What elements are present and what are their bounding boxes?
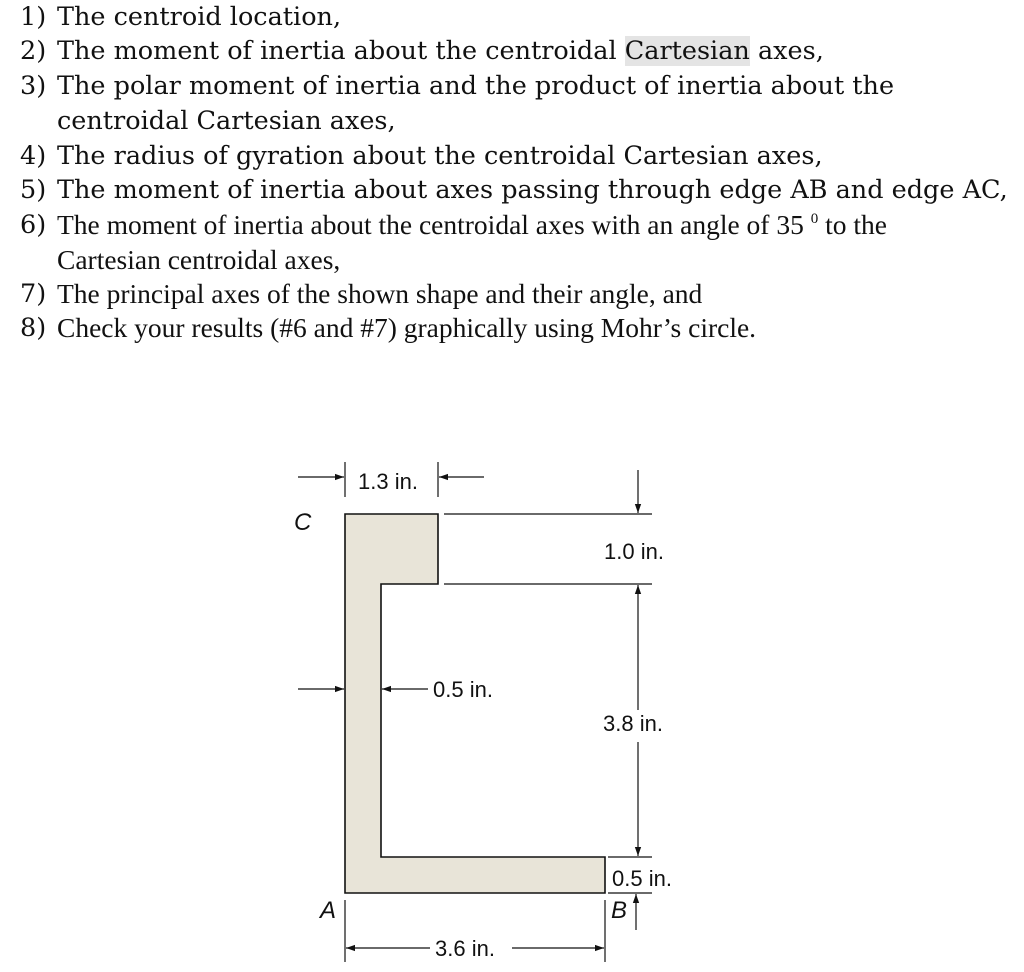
question-number: 6) xyxy=(20,210,47,240)
dim-bottom-thickness-label: 0.5 in. xyxy=(612,866,672,891)
question-number: 5) xyxy=(20,175,47,205)
question-number: 1) xyxy=(20,2,47,32)
question-text-part: axes, xyxy=(749,36,824,66)
question-text: The radius of gyration about the centroidal Cartesian axes, xyxy=(57,141,823,171)
question-text-continuation: Cartesian centroidal axes, xyxy=(57,243,341,275)
dim-top-width-label: 1.3 in. xyxy=(358,469,418,494)
question-text: The centroid location, xyxy=(57,2,342,32)
question-text: The principal axes of the shown shape and their angle, and xyxy=(57,278,703,309)
question-text-continuation: centroidal Cartesian axes, xyxy=(57,105,396,136)
dim-bottom-width-label: 3.6 in. xyxy=(435,936,495,961)
question-number: 8) xyxy=(20,313,47,343)
highlighted-word: Cartesian xyxy=(624,36,750,66)
question-number: 3) xyxy=(20,71,47,101)
question-number: 7) xyxy=(20,279,47,309)
question-text-part: to the xyxy=(818,209,887,240)
point-b-label: B xyxy=(611,897,628,924)
question-text-part: The moment of inertia about the centroidal axes with an angle of 35 xyxy=(57,209,811,240)
point-c-label: C xyxy=(294,509,312,536)
superscript-degree: 0 xyxy=(810,211,819,227)
channel-shape xyxy=(345,514,605,893)
question-text-part: The moment of inertia about the centroidal xyxy=(57,36,625,66)
question-text: The polar moment of inertia and the product of inertia about the xyxy=(57,71,895,101)
question-number: 2) xyxy=(20,36,47,66)
point-a-label: A xyxy=(320,897,337,924)
question-text: The moment of inertia about axes passing through edge AB and edge AC, xyxy=(57,175,1008,205)
dim-top-thickness-label: 1.0 in. xyxy=(604,539,664,564)
dim-web-thickness-label: 0.5 in. xyxy=(433,677,493,702)
dim-web-height-label: 3.8 in. xyxy=(603,711,663,736)
question-number: 4) xyxy=(20,141,47,171)
question-text: Check your results (#6 and #7) graphically using Mohr’s circle. xyxy=(57,312,757,343)
